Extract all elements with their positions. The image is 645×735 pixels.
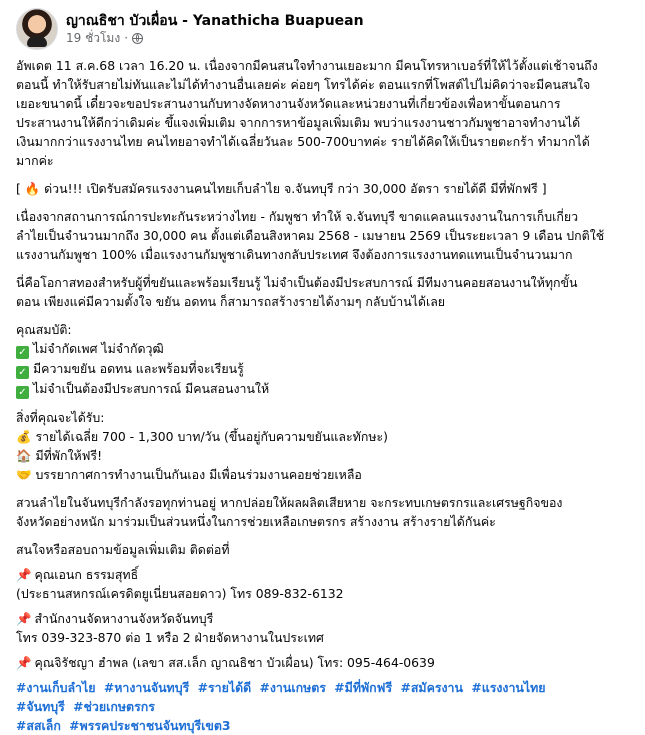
hashtag-link[interactable]: #จันทบุรี [16,699,65,714]
hashtag-link[interactable]: #งานเกษตร [259,680,326,695]
qualifications-title: คุณสมบัติ: [16,322,72,337]
contact-item: 📌 คุณจิรัชญา ฮำพล (เลขา สส.เล็ก ญาณธิชา บัวเผื่อน) โทร: 095-464-0639 [16,655,435,670]
opportunity-paragraph: นี่คือโอกาสทองสำหรับผู้ที่ขยันและพร้อมเรียนรู้ ไม่จำเป็นต้องมีประสบการณ์ มีทีมงานคอยสอนงานให้ทุกขั้น ตอน เพียงแค่มีความตั้งใจ ขยัน อดทน ก็สามารถสร้างรายได้งามๆ กลับบ้านได้เลย [16,275,578,309]
contact-item: 📌 คุณเอนก ธรรมสุทธิ์ (ประธานสหกรณ์เครดิตยูเนี่ยนสอยดาว) โทร 089-832-6132 [16,567,344,601]
contact-title: สนใจหรือสอบถามข้อมูลเพิ่มเติม ติดต่อที่ [16,542,230,557]
closing-paragraph: สวนลำไยในจันทบุรีกำลังรอทุกท่านอยู่ หากปล่อยให้ผลผลิตเสียหาย จะกระทบเกษตรกรและเศรษฐกิจของ จังหวัดอย่างหนัก มาร่วมเป็นส่วนหนึ่งในการช่วยเหลือเกษตรกร สร้างงาน สร้างรายได้กันค่ะ [16,495,563,529]
check-icon: ✓ [16,346,29,359]
handshake-icon: 🤝 [16,467,32,482]
benefits-title: สิ่งที่คุณจะได้รับ: [16,410,105,425]
check-icon: ✓ [16,366,29,379]
globe-icon[interactable] [132,33,143,44]
house-icon: 🏠 [16,448,32,463]
benefits-section [16,408,629,484]
urgent-text: [ 🔥 ด่วน!!! เปิดรับสมัครแรงงานคนไทยเก็บลำไย จ.จันทบุรี กว่า 30,000 อัตรา รายได้ดี มีที่พักฟรี ] [16,181,547,196]
post-time[interactable]: 19 ชั่วโมง [66,31,121,45]
post-meta: 19 ชั่วโมง · [66,30,364,46]
hashtag-link[interactable]: #มีที่พักฟรี [334,680,393,695]
pushpin-icon: 📌 [16,567,32,582]
hashtag-link[interactable]: #งานเก็บลำไย [16,680,96,695]
hashtags [16,678,629,735]
benefit-item: 🤝 บรรยากาศการทำงานเป็นกันเอง มีเพื่อนร่วมงานคอยช่วยเหลือ [16,467,362,482]
hashtag-link[interactable]: #รายได้ดี [197,680,252,695]
author-name[interactable]: ญาณธิชา บัวเผื่อน - Yanathicha Buapuean [66,13,364,29]
hashtag-link[interactable]: #หางานจันทบุรี [103,680,190,695]
author-avatar[interactable] [16,8,58,50]
qualifications-section [16,320,629,399]
intro-paragraph: อัพเดต 11 ส.ค.68 เวลา 16.20 น. เนื่องจากมีคนสนใจทำงานเยอะมาก มีคนโทรหาเบอร์ที่ให้ไว้ตั้งแต่เช้าจนถึง ตอนนี้ ทำให้รับสายไม่ทันและไม่ได้ทำงานอื่นเลยค่ะ ค่อยๆ โทรได้ค่ะ ตอนแรกที่โพสต์ไปไม่คิดว่าจะมีคนสนใจ เยอะขนาดนี้ เดี๋ยวจะขอประสานงานกับทางจัดหางานจังหวัดและหน่วยงานที่เกี่ยวข้องเพื่อหาขั้นตอนการ ประสานงานให้ดีกว่าเดิมค่ะ ขึ้แจงเพิ่มเติม จากการหาข้อมูลเพิ่มเติม พบว่าแรงงานชาวกัมพูชาอาจทำงานได้ เงินมากกว่าแรงงานไทย คนไทยอาจทำได้เฉลี่ยวันละ 500-700บาทค่ะ รายได้คิดให้เป็นรายตะกร้า ทำมากได้ มากค่ะ [16,58,598,168]
qualification-item: ✓ ไม่จำเป็นต้องมีประสบการณ์ มีคนสอนงานให้ [16,379,629,399]
situation-paragraph: เนื่องจากสถานการณ์การปะทะกันระหว่างไทย - กัมพูชา ทำให้ จ.จันทบุรี ขาดแคลนแรงงานในการเก็บเกี่ยว ลำไยเป็นจำนวนมากถึง 30,000 คน ตั้งแต่เดือนสิงหาคม 2568 - เมษายน 2569 เป็นระยะเวลา 9 เดือน ปกติใช้ แรงงานกัมพูชา 100% เมื่อแรงงานกัมพูชาเดินทางกลับประเทศ จึงต้องการแรงงานทดแทนเป็นจำนวนมาก [16,209,605,262]
qualification-item: ✓ ไม่จำกัดเพศ ไม่จำกัดวุฒิ [16,339,629,359]
benefit-item: 💰 รายได้เฉลี่ย 700 - 1,300 บาท/วัน (ขึ้นอยู่กับความขยันและทักษะ) [16,429,388,444]
hashtag-link[interactable]: #สมัครงาน [400,680,463,695]
benefit-item: 🏠 มีที่พักให้ฟรี! [16,448,103,463]
money-bag-icon: 💰 [16,429,32,444]
hashtag-link[interactable]: #สสเล็ก [16,718,61,733]
hashtag-link[interactable]: #ช่วยเกษตรกร [73,699,155,714]
check-icon: ✓ [16,386,29,399]
hashtag-link[interactable]: #แรงงานไทย [471,680,546,695]
hashtag-link[interactable]: #พรรคประชาชนจันทบุรีเขต3 [69,718,231,733]
qualification-item: ✓ มีความขยัน อดทน และพร้อมที่จะเรียนรู้ [16,359,629,379]
post-body [16,56,629,735]
urgent-headline [16,179,629,198]
post-header [16,6,629,52]
contact-item: 📌 สำนักงานจัดหางานจังหวัดจันทบุรี โทร 039-323-870 ต่อ 1 หรือ 2 ฝ่ายจัดหางานในประเทศ [16,611,324,645]
pushpin-icon: 📌 [16,655,32,670]
pushpin-icon: 📌 [16,611,32,626]
